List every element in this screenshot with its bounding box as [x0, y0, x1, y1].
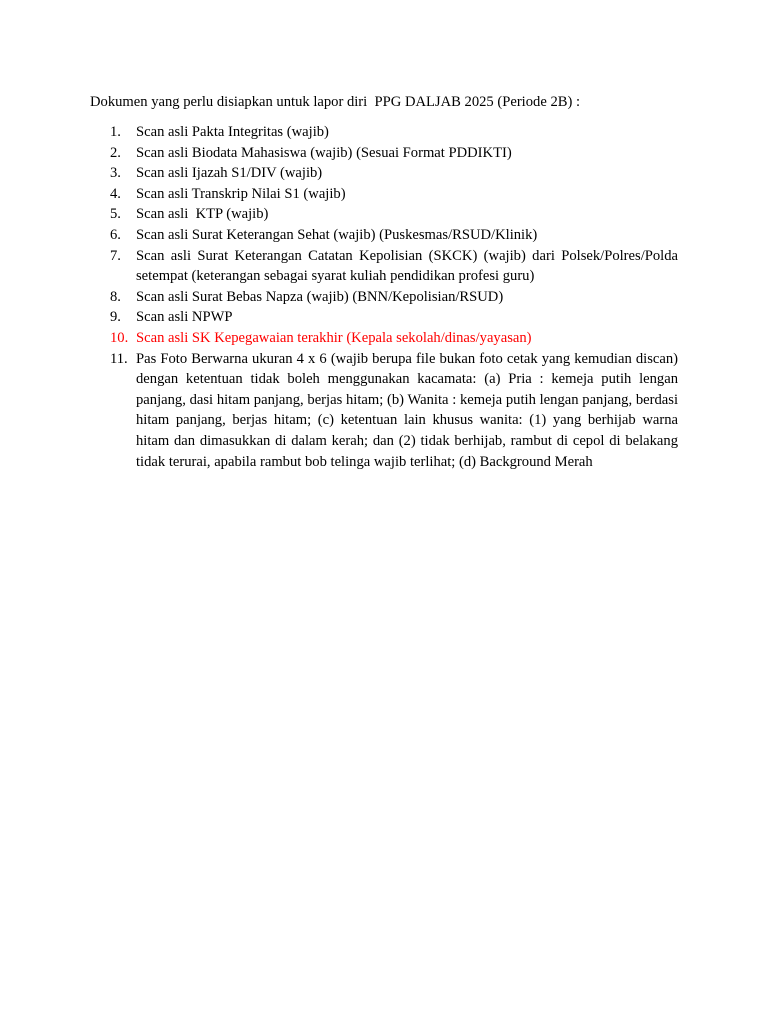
item-number: 11.	[110, 350, 128, 367]
list-item	[90, 246, 682, 287]
list-item	[90, 184, 678, 205]
item-number: 5.	[110, 206, 121, 223]
item-text: Scan asli Biodata Mahasiswa (wajib) (Sesuai Format PDDIKTI)	[136, 144, 512, 161]
list-item	[90, 307, 678, 328]
item-text: Pas Foto Berwarna ukuran 4 x 6 (wajib berupa file bukan foto cetak yang kemudian discan) dengan ketentuan tidak boleh menggunakan kacamata: (a) Pria : kemeja putih lengan panjang, dasi hitam panjang, berjas hitam; (b) Wanita : kemeja putih lengan panjang, berdasi hitam panjang, berjas hitam; (c) ketentuan lain khusus wanita: (1) yang berhijab warna hitam dan dimasukkan di dalam kerah; dan (2) tidak berhijab, rambut di cepol di belakang tidak terurai, apabila rambut bob telinga wajib terlihat; (d) Background Merah	[136, 350, 682, 470]
item-number: 6.	[110, 226, 121, 243]
item-number: 7.	[110, 247, 121, 264]
item-text: Scan asli NPWP	[136, 309, 233, 326]
item-number: 10.	[110, 329, 129, 346]
item-number: 3.	[110, 165, 121, 182]
item-text: Scan asli Surat Keterangan Sehat (wajib) (Puskesmas/RSUD/Klinik)	[136, 226, 538, 243]
item-number: 9.	[110, 309, 121, 326]
list-item	[90, 225, 678, 246]
list-item-highlighted	[90, 328, 678, 349]
item-text: Scan asli Pakta Integritas (wajib)	[136, 124, 329, 140]
list-item	[90, 204, 678, 225]
item-number: 1.	[110, 124, 121, 140]
item-number: 4.	[110, 185, 121, 202]
intro-text: Dokumen yang perlu disiapkan untuk lapor diri PPG DALJAB 2025 (Periode 2B) :	[90, 94, 581, 110]
item-number: 2.	[110, 144, 121, 161]
item-number: 8.	[110, 288, 121, 305]
item-text: Scan asli KTP (wajib)	[136, 206, 269, 223]
list-item	[90, 349, 682, 473]
document-list	[90, 122, 682, 472]
list-item	[90, 163, 678, 184]
item-text: Scan asli SK Kepegawaian terakhir (Kepala sekolah/dinas/yayasan)	[136, 329, 532, 346]
list-item	[90, 287, 678, 308]
item-text: Scan asli Surat Keterangan Catatan Kepolisian (SKCK) (wajib) dari Polsek/Polres/Polda setempat (keterangan sebagai syarat kuliah pendidikan profesi guru)	[136, 247, 682, 285]
list-item	[90, 122, 678, 143]
list-item	[90, 143, 678, 164]
item-text: Scan asli Ijazah S1/DIV (wajib)	[136, 165, 323, 182]
item-text: Scan asli Surat Bebas Napza (wajib) (BNN/Kepolisian/RSUD)	[136, 288, 504, 305]
item-text: Scan asli Transkrip Nilai S1 (wajib)	[136, 185, 346, 202]
